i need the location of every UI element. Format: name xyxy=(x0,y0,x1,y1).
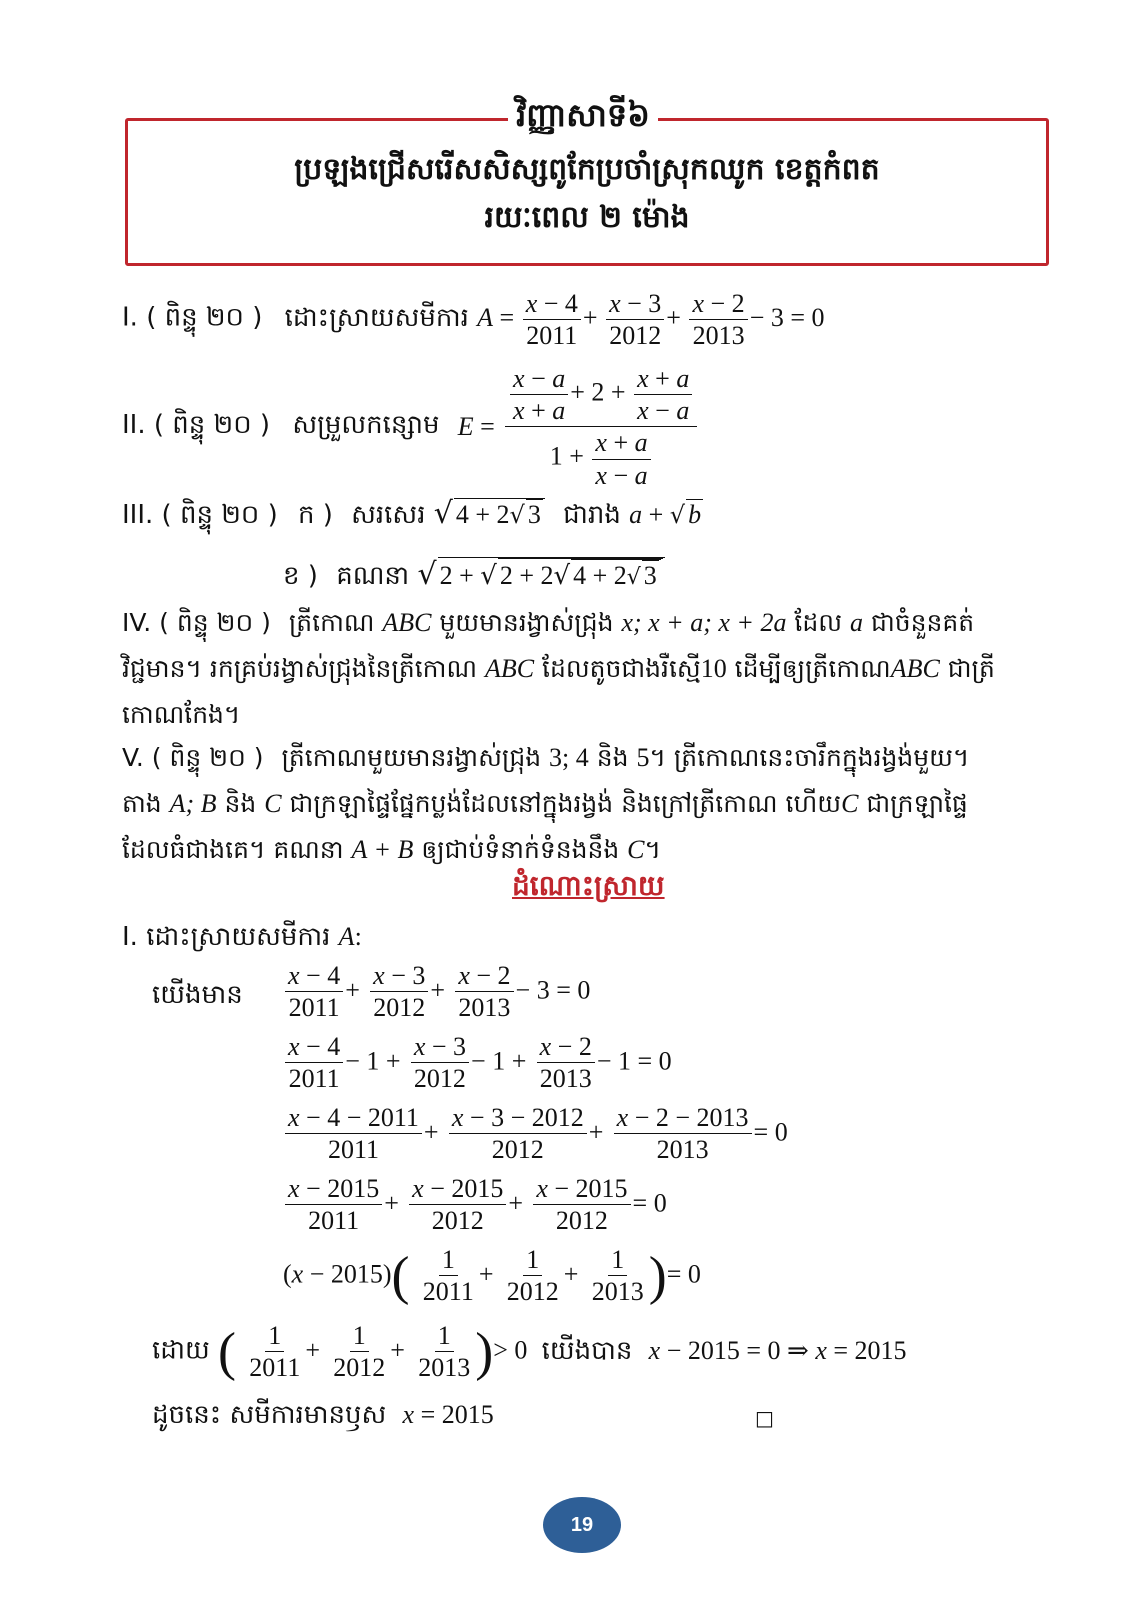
text: I. ដោះស្រាយសមីការ xyxy=(122,922,331,952)
expression: √ 2 + √ 2 + 2√ 4 + 2√ 3 xyxy=(417,561,664,590)
question-text: គណនា xyxy=(336,561,410,591)
text: ត្រីកោណ xyxy=(288,608,375,637)
math: C xyxy=(627,835,645,864)
sub-label: ក ) xyxy=(297,500,333,530)
math: 3; 4 xyxy=(549,743,589,772)
text: និង xyxy=(596,743,629,772)
text: ជាក្រឡាផ្ទៃផ្នែកប្លង់ដែលនៅក្នុងរង្វង់ និងក្រៅត្រីកោណ ហើយ xyxy=(289,789,842,818)
solution-line-4: $\frac{x - 2015}{2011}$ + $\frac{x - 2015}{2012}$ + $\frac{x - 2015}{2012}$ = 0 xyxy=(283,1173,667,1236)
solution-line-3: $\frac{x - 4 - 2011}{2011}$ + $\frac{x - 3 - 2012}{2012}$ + $\frac{x - 2 - 2013}{2013}$ = 0 xyxy=(283,1102,788,1165)
question-label: IV. ( ពិន្ទុ ២០ ) xyxy=(122,608,271,637)
math: ABC xyxy=(890,654,940,683)
text: វិជ្ជមាន។ រកគ្រប់រង្វាស់ជ្រុងនៃត្រីកោណ xyxy=(122,654,477,683)
question-text: ដោះស្រាយសមីការ xyxy=(284,302,469,333)
compound-fraction: $\frac{x - a}{x + a}$ + 2 + $\frac{x + a}{x - a}$ 1 + $\frac{x + a}{x - a}$ xyxy=(505,363,697,491)
math: A; B xyxy=(169,789,217,818)
text: មួយមានរង្វាស់ជ្រុង xyxy=(439,608,614,637)
text: តាង xyxy=(122,789,162,818)
text: ដែល xyxy=(794,608,843,637)
text: ត្រីកោណមួយមានរង្វាស់ជ្រុង xyxy=(281,743,542,772)
question-label: I. ( ពិន្ទុ ២០ ) xyxy=(122,302,263,333)
question-5 xyxy=(122,735,1042,873)
page-number: 19 xyxy=(543,1497,621,1553)
math: ABC xyxy=(484,654,535,683)
text: ។ ត្រីកោណនេះចារឹកក្នុងរង្វង់មួយ។ xyxy=(649,743,970,772)
math: x; x + a; x + 2a xyxy=(621,608,787,637)
we-have-label: យើងមាន xyxy=(152,980,243,1010)
solution-conclusion xyxy=(152,1398,494,1436)
solution-line-2: $\frac{x - 4}{2011}$ − 1 + $\frac{x - 3}{2012}$ − 1 + $\frac{x - 2}{2013}$ − 1 = 0 xyxy=(283,1031,672,1094)
sub-label: ខ ) xyxy=(283,561,318,591)
text: ជាត្រី xyxy=(947,654,995,683)
text: ឲ្យជាប់ទំនាក់ទំនងនឹង xyxy=(421,835,620,864)
text: ដូចនេះ សមីការមានឫស xyxy=(152,1400,387,1430)
math: A + B xyxy=(351,835,414,864)
colon: : xyxy=(354,922,362,951)
exam-number: វិញ្ញាសាទី៦ xyxy=(508,95,658,142)
solution-title: ដំណោះស្រាយ xyxy=(512,869,665,902)
question-4 xyxy=(122,600,1042,738)
text: ដើម្បីឲ្យត្រីកោណ xyxy=(734,654,891,683)
question-label: III. ( ពិន្ទុ ២០ ) xyxy=(122,500,278,530)
math: 10 xyxy=(700,654,727,683)
question-2 xyxy=(122,363,699,491)
solution-line-1: $\frac{x - 4}{2011}$ + $\frac{x - 3}{2012}$ + $\frac{x - 2}{2013}$ − 3 = 0 xyxy=(283,960,590,1023)
equation: A = $\frac{x - 4}{2011}$ + $\frac{x - 3}{2012}$ + $\frac{x - 2}{2013}$ − 3 = 0 xyxy=(477,289,825,351)
exam-duration: រយៈពេល ២ ម៉ោង xyxy=(484,200,690,235)
question-text: ជារាង xyxy=(563,500,621,530)
question-3a xyxy=(122,496,703,536)
solution-line-5: (x − 2015)( $\frac{1}{2011}$ + $\frac{1}{2012}$ + $\frac{1}{2013}$ )= 0 xyxy=(283,1245,701,1307)
expression: a + √ b xyxy=(629,500,702,529)
qed-square-icon: □ xyxy=(755,1406,774,1430)
text: ជាចំនួនគត់ xyxy=(870,608,975,637)
question-label: II. ( ពិន្ទុ ២០ ) xyxy=(122,409,271,440)
exam-title: ប្រឡងជ្រើសរើសសិស្សពូកែប្រចាំស្រុកឈូក ខេត្តកំពត xyxy=(294,152,880,187)
equation: E = xyxy=(457,411,495,441)
text: ដែលធំជាងគេ។ គណនា xyxy=(122,835,344,864)
text: យើងបាន xyxy=(541,1335,633,1366)
question-1 xyxy=(122,288,825,351)
text: ដែលតូចជាងរឺស្មើ xyxy=(542,654,701,683)
solution-line-6: ដោយ ( $\frac{1}{2011}$ + $\frac{1}{2012}$ + $\frac{1}{2013}$ )> 0 យើងបាន x − 2015 = 0 ⇒ x = 2015 xyxy=(152,1321,907,1383)
question-text: សរសេរ xyxy=(351,500,426,530)
text: ជាក្រឡាផ្ទៃ xyxy=(866,789,968,818)
math: 5 xyxy=(636,743,650,772)
text: ដោយ xyxy=(152,1335,210,1366)
text: ។ xyxy=(644,835,661,864)
math: a xyxy=(849,608,863,637)
expression: √ 4 + 2√ 3 xyxy=(434,500,545,529)
question-3b xyxy=(283,557,665,597)
solution-step-label xyxy=(122,920,362,958)
text: និង xyxy=(224,789,257,818)
text: កោណកែង។ xyxy=(122,700,241,729)
math: C xyxy=(264,789,282,818)
math: x = 2015 xyxy=(402,1400,494,1429)
math: x − 2015 = 0 ⇒ x = 2015 xyxy=(648,1335,907,1365)
math: ABC xyxy=(382,608,432,637)
math: C xyxy=(841,789,859,818)
question-label: V. ( ពិន្ទុ ២០ ) xyxy=(122,743,264,772)
math: A xyxy=(338,922,355,951)
question-text: សម្រួលកន្សោម xyxy=(292,409,440,440)
